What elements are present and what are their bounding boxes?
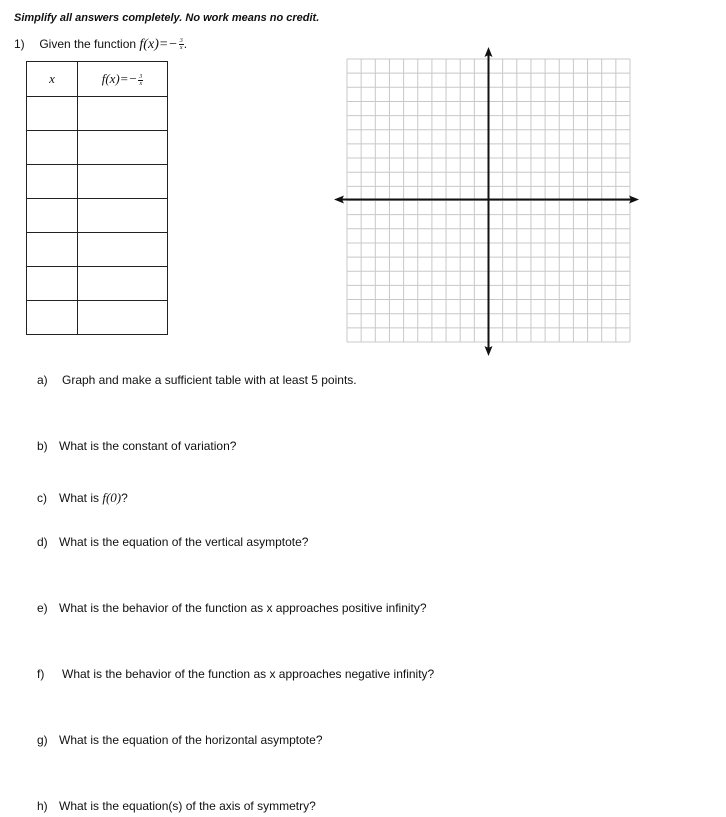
- table-cell-fx[interactable]: [78, 131, 168, 165]
- part-text: What is the equation of the horizontal asymptote?: [59, 733, 323, 747]
- table-row: [27, 267, 168, 301]
- part-d: [37, 535, 308, 549]
- part-label: h): [37, 799, 48, 813]
- question-text: Given the function: [39, 37, 137, 51]
- part-f: [37, 667, 434, 681]
- part-g: [37, 733, 323, 747]
- part-b: [37, 439, 236, 453]
- instructions-header: Simplify all answers completely. No work means no credit.: [14, 12, 320, 24]
- table-cell-x[interactable]: [27, 165, 78, 199]
- table-row: [27, 165, 168, 199]
- part-label: f): [37, 667, 45, 681]
- table-header-x: x: [27, 62, 78, 97]
- part-label: g): [37, 733, 48, 747]
- part-label: c): [37, 491, 47, 505]
- table-row: [27, 301, 168, 335]
- table-cell-fx[interactable]: [78, 165, 168, 199]
- table-cell-fx[interactable]: [78, 301, 168, 335]
- fraction-numerator: 3: [179, 38, 183, 45]
- table-header-row: [27, 62, 168, 97]
- table-cell-x[interactable]: [27, 301, 78, 335]
- question-period: .: [183, 37, 188, 51]
- part-text: What is the behavior of the function as x approaches positive infinity?: [59, 601, 427, 615]
- fraction-denominator: x: [179, 45, 183, 52]
- table-cell-x[interactable]: [27, 233, 78, 267]
- part-text: What is the equation(s) of the axis of symmetry?: [59, 799, 316, 813]
- coordinate-grid[interactable]: [334, 47, 640, 357]
- table-row: [27, 97, 168, 131]
- table-header-denominator: x: [139, 80, 143, 87]
- part-label: b): [37, 439, 48, 453]
- table-header-numerator: 3: [139, 73, 143, 80]
- table-cell-fx[interactable]: [78, 233, 168, 267]
- part-label: d): [37, 535, 48, 549]
- part-text: What is the constant of variation?: [59, 439, 237, 453]
- part-math: f(0): [102, 490, 122, 505]
- question-1: [14, 37, 187, 53]
- table-cell-fx[interactable]: [78, 267, 168, 301]
- table-row: [27, 233, 168, 267]
- table-header-fx-lhs: f(x)=−: [101, 71, 138, 86]
- part-a: [37, 373, 357, 387]
- part-text: What is the behavior of the function as x approaches negative infinity?: [62, 667, 435, 681]
- table-cell-fx[interactable]: [78, 199, 168, 233]
- part-text: What is: [59, 491, 100, 505]
- part-label: e): [37, 601, 48, 615]
- table-cell-x[interactable]: [27, 131, 78, 165]
- part-after: ?: [121, 491, 128, 505]
- table-header-fx: [78, 62, 168, 97]
- table-cell-x[interactable]: [27, 97, 78, 131]
- part-text: Graph and make a sufficient table with at least 5 points.: [62, 373, 357, 387]
- table-header-fraction: [138, 74, 143, 87]
- question-number: 1): [14, 37, 25, 51]
- table-cell-x[interactable]: [27, 199, 78, 233]
- part-h: [37, 799, 316, 813]
- part-c: [37, 490, 128, 506]
- table-cell-x[interactable]: [27, 267, 78, 301]
- function-expression: f(x)=−: [139, 37, 178, 52]
- part-label: a): [37, 373, 48, 387]
- part-text: What is the equation of the vertical asymptote?: [59, 535, 309, 549]
- table-row: [27, 199, 168, 233]
- part-e: [37, 601, 427, 615]
- values-table: [26, 61, 168, 335]
- table-row: [27, 131, 168, 165]
- table-cell-fx[interactable]: [78, 97, 168, 131]
